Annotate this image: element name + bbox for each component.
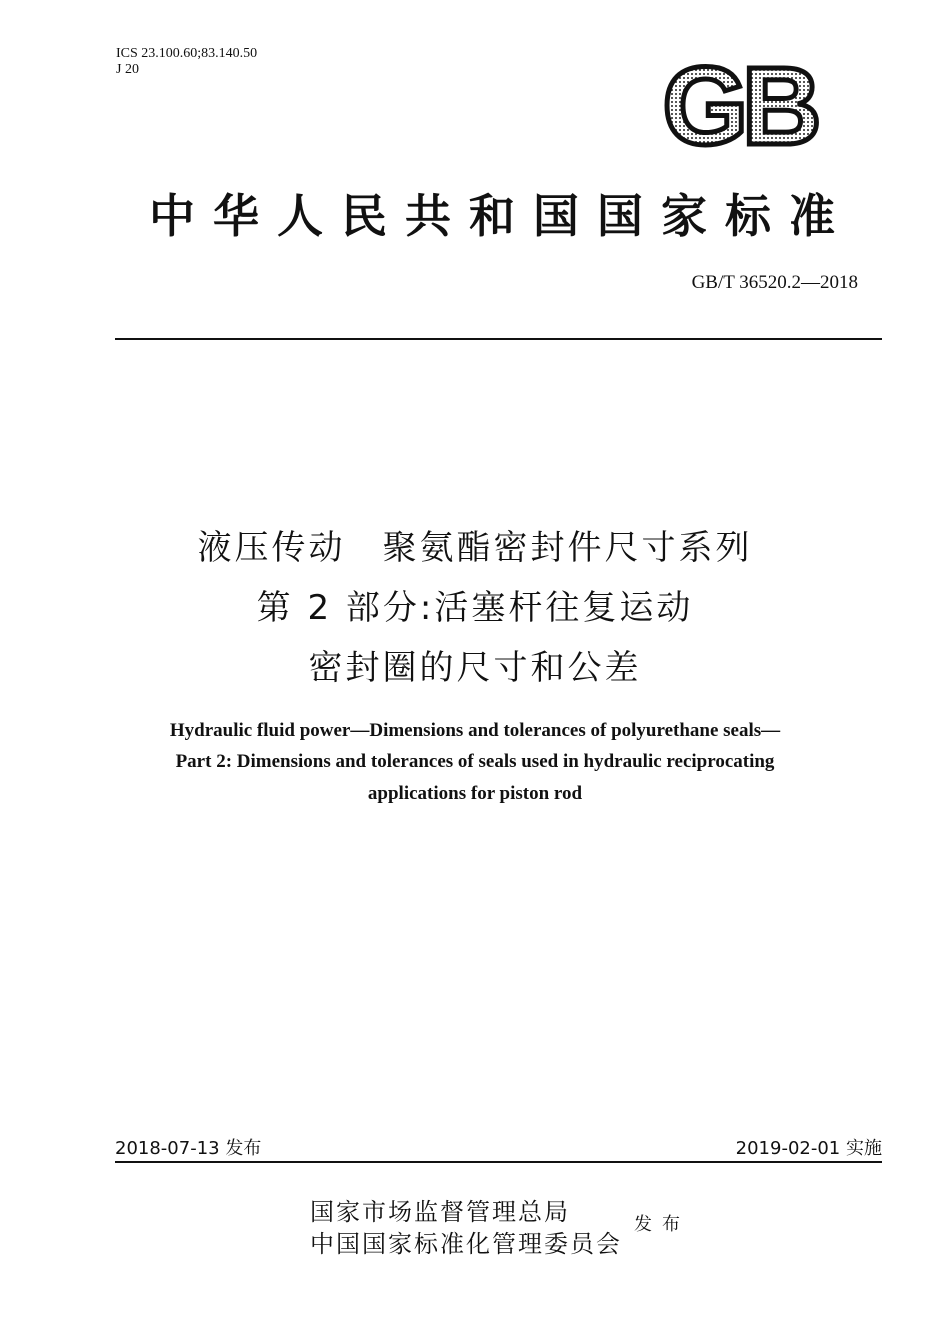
chinese-title-line-1: 液压传动 聚氨酯密封件尺寸系列 [197, 528, 753, 568]
chinese-title-line-2: 第 2 部分:活塞杆往复运动 [256, 588, 694, 628]
classification-codes [116, 46, 257, 78]
publish-label: 发布 [634, 1214, 690, 1235]
top-divider [115, 338, 882, 340]
national-standard-title: 中华人民共和国国家标准 [149, 189, 853, 243]
gb-logo-text: GB [662, 56, 816, 154]
gb-logo [646, 56, 832, 154]
issue-date: 2018-07-13 发布 [115, 1138, 262, 1159]
english-title-line-1: Hydraulic fluid power—Dimensions and tolerances of polyurethane seals— [169, 720, 781, 741]
english-title-line-3: applications for piston rod [367, 783, 583, 804]
ics-code: ICS 23.100.60;83.140.50 [116, 46, 258, 61]
standard-number: GB/T 36520.2—2018 [691, 272, 858, 293]
english-title-line-2: Part 2: Dimensions and tolerances of seals used in hydraulic reciprocating [175, 751, 775, 772]
implementation-date: 2019-02-01 实施 [735, 1138, 882, 1159]
issuer-sac: 中国国家标准化管理委员会 [310, 1230, 622, 1258]
ccs-code: J 20 [116, 62, 139, 77]
bottom-divider [115, 1161, 882, 1163]
chinese-title-line-3: 密封圈的尺寸和公差 [308, 648, 642, 688]
issuer-samr: 国家市场监督管理总局 [310, 1198, 570, 1226]
